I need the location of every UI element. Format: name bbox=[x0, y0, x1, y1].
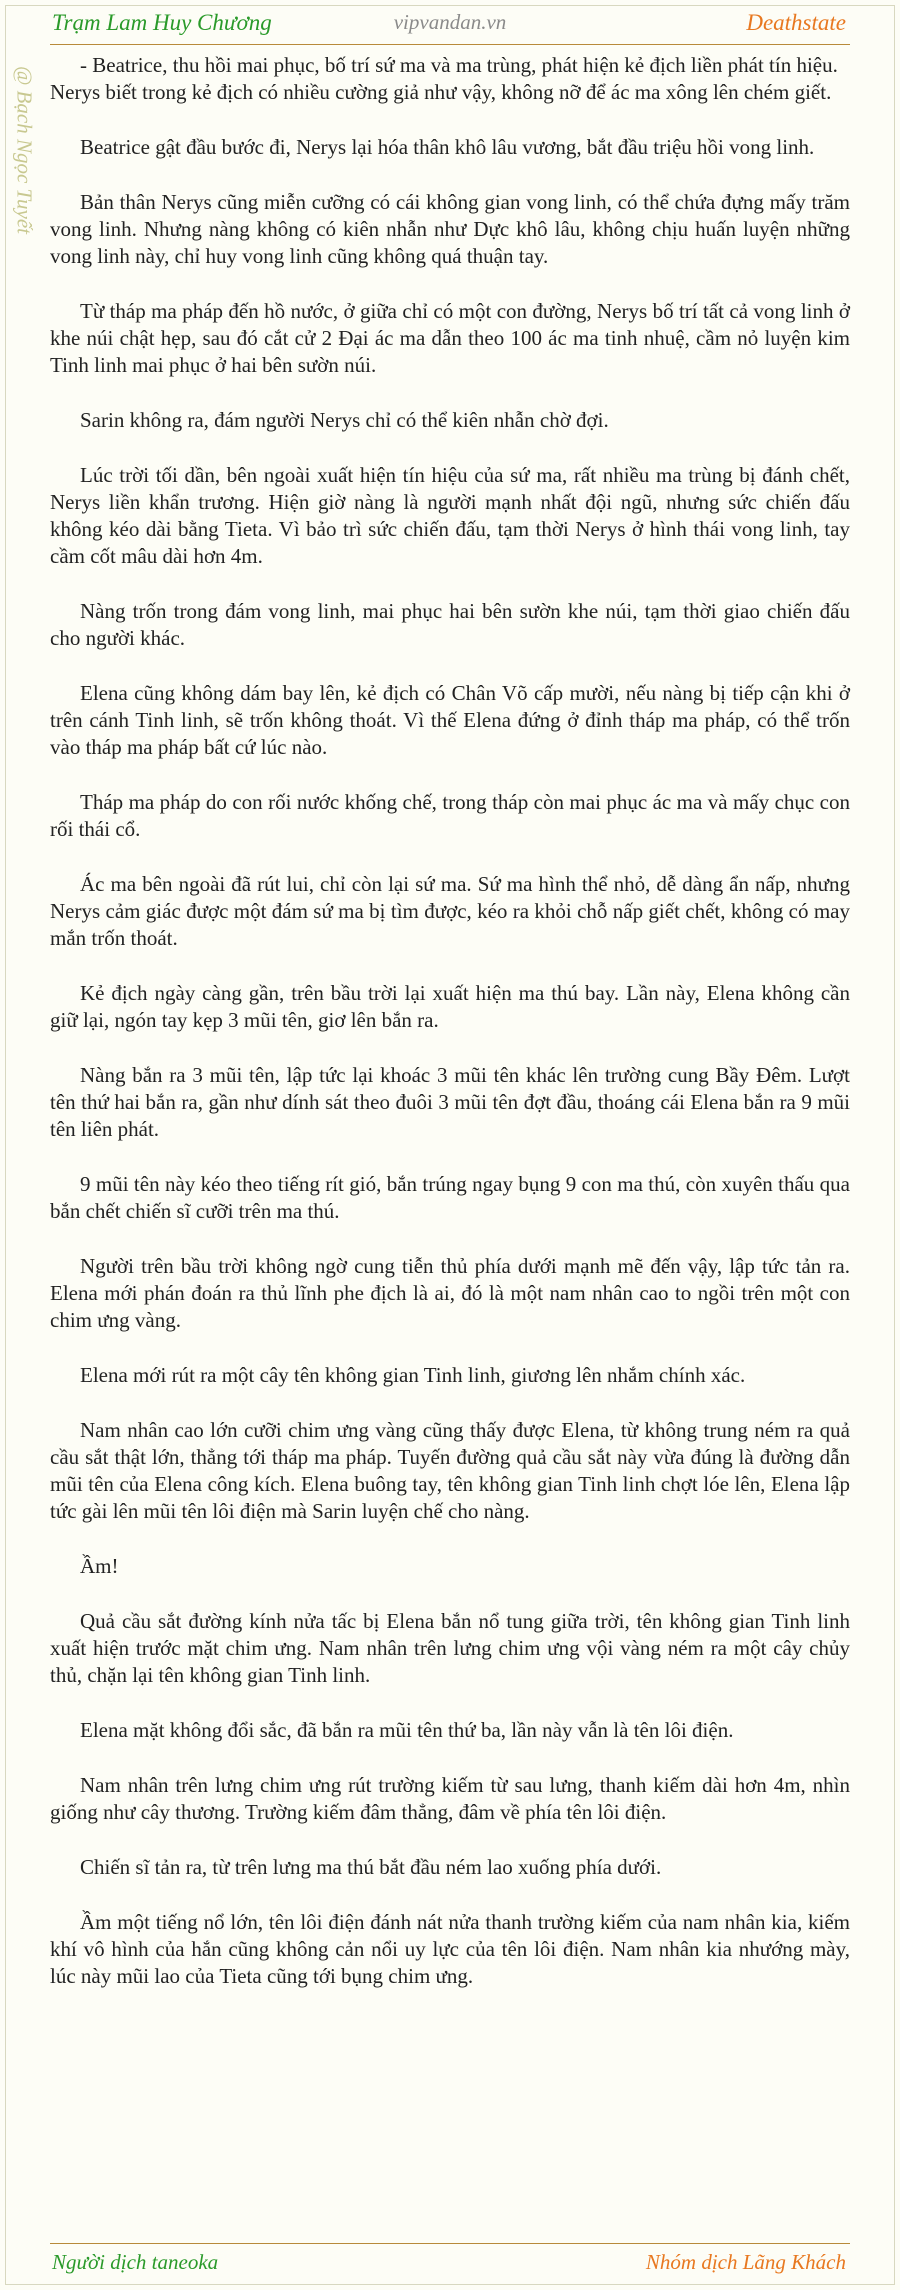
paragraph: Quả cầu sắt đường kính nửa tấc bị Elena bắn nổ tung giữa trời, tên không gian Tinh linh xuất hiện trước mặt chim ưng. Nam nhân trên lưng chim ưng vội vàng ném ra một cây chủy thủ, chặn lại tên không gian Tinh linh. bbox=[50, 1609, 850, 1687]
header-divider bbox=[50, 44, 850, 45]
header-website: vipvandan.vn bbox=[393, 10, 507, 34]
footer-divider bbox=[50, 2243, 850, 2244]
paragraph: Từ tháp ma pháp đến hồ nước, ở giữa chỉ có một con đường, Nerys bố trí tất cả vong linh ở khe núi chật hẹp, sau đó cắt cử 2 Đại ác ma dẫn theo 100 ác ma tinh nhuệ, cầm nỏ luyện kim Tinh linh mai phục ở hai bên sườn núi. bbox=[50, 299, 850, 377]
paragraph: Bản thân Nerys cũng miễn cưỡng có cái không gian vong linh, có thể chứa đựng mấy trăm vong linh. Nhưng nàng không có kiên nhẫn như Dực khô lâu, không chịu huấn luyện những vong linh này, chỉ huy vong linh cũng không quá thuận tay. bbox=[50, 190, 850, 268]
paragraph: Ầm! bbox=[80, 1554, 119, 1578]
paragraph: Người trên bầu trời không ngờ cung tiễn thủ phía dưới mạnh mẽ đến vậy, lập tức tản ra. Elena mới phán đoán ra thủ lĩnh phe địch là ai, đó là một nam nhân cao to ngồi trên một con chim ưng vàng. bbox=[50, 1254, 850, 1332]
header-book-title: Deathstate bbox=[746, 10, 846, 35]
paragraph: Lúc trời tối dần, bên ngoài xuất hiện tín hiệu của sứ ma, rất nhiều ma trùng bị đánh chết, Nerys liền khẩn trương. Hiện giờ nàng là người mạnh nhất đội ngũ, nhưng sức chiến đấu không kéo dài bằng Tieta. Vì bảo trì sức chiến đấu, tạm thời Nerys ở hình thái vong linh, tay cầm cốt mâu dài hơn 4m. bbox=[50, 463, 850, 568]
paragraph: 9 mũi tên này kéo theo tiếng rít gió, bắn trúng ngay bụng 9 con ma thú, còn xuyên thấu qua bắn chết chiến sĩ cưỡi trên ma thú. bbox=[50, 1172, 850, 1223]
paragraph: Sarin không ra, đám người Nerys chỉ có thể kiên nhẫn chờ đợi. bbox=[80, 408, 609, 432]
paragraph: Chiến sĩ tản ra, từ trên lưng ma thú bắt đầu ném lao xuống phía dưới. bbox=[80, 1855, 662, 1879]
chapter-text bbox=[50, 52, 850, 2018]
paragraph: Elena mới rút ra một cây tên không gian Tinh linh, giương lên nhắm chính xác. bbox=[80, 1363, 746, 1387]
footer-translator: Người dịch taneoka bbox=[52, 2250, 219, 2274]
side-credit: @ Bạch Ngọc Tuyết bbox=[12, 65, 37, 235]
paragraph: Nam nhân trên lưng chim ưng rút trường kiếm từ sau lưng, thanh kiếm dài hơn 4m, nhìn giống như cây thương. Trường kiếm đâm thẳng, đâm về phía tên lôi điện. bbox=[50, 1773, 850, 1824]
header-site-name: Trạm Lam Huy Chương bbox=[52, 10, 272, 35]
paragraph: Nàng trốn trong đám vong linh, mai phục hai bên sườn khe núi, tạm thời giao chiến đấu cho người khác. bbox=[50, 599, 850, 650]
paragraph: Ầm một tiếng nổ lớn, tên lôi điện đánh nát nửa thanh trường kiếm của nam nhân kia, kiếm khí vô hình của hắn cũng không cản nổi uy lực của tên lôi điện. Nam nhân kia nhướng mày, lúc này mũi lao của Tieta cũng tới bụng chim ưng. bbox=[50, 1910, 850, 1988]
paragraph: - Beatrice, thu hồi mai phục, bố trí sứ ma và ma trùng, phát hiện kẻ địch liền phát tín hiệu. Nerys biết trong kẻ địch có nhiều cường giả như vậy, không nỡ để ác ma xông lên chém giết. bbox=[50, 53, 838, 104]
paragraph: Beatrice gật đầu bước đi, Nerys lại hóa thân khô lâu vương, bắt đầu triệu hồi vong linh. bbox=[80, 135, 815, 159]
paragraph: Nam nhân cao lớn cưỡi chim ưng vàng cũng thấy được Elena, từ không trung ném ra quả cầu sắt thật lớn, thẳng tới tháp ma pháp. Tuyến đường quả cầu sắt này vừa đúng là đường dẫn mũi tên của Elena công kích. Elena buông tay, tên không gian Tinh linh chợt lóe lên, Elena lập tức gài lên mũi tên lôi điện mà Sarin luyện chế cho nàng. bbox=[50, 1418, 850, 1523]
paragraph: Ác ma bên ngoài đã rút lui, chỉ còn lại sứ ma. Sứ ma hình thể nhỏ, dễ dàng ẩn nấp, nhưng Nerys cảm giác được một đám sứ ma bị tìm được, kéo ra khỏi chỗ nấp giết chết, không có may mắn trốn thoát. bbox=[50, 872, 850, 950]
paragraph: Tháp ma pháp do con rối nước khống chế, trong tháp còn mai phục ác ma và mấy chục con rối thái cổ. bbox=[50, 790, 850, 841]
footer-group: Nhóm dịch Lãng Khách bbox=[645, 2250, 846, 2274]
paragraph: Elena mặt không đổi sắc, đã bắn ra mũi tên thứ ba, lần này vẫn là tên lôi điện. bbox=[80, 1718, 734, 1742]
paragraph: Kẻ địch ngày càng gần, trên bầu trời lại xuất hiện ma thú bay. Lần này, Elena không cần giữ lại, ngón tay kẹp 3 mũi tên, giơ lên bắn ra. bbox=[50, 981, 850, 1032]
paragraph: Elena cũng không dám bay lên, kẻ địch có Chân Võ cấp mười, nếu nàng bị tiếp cận khi ở trên cánh Tinh linh, sẽ trốn không thoát. Vì thế Elena đứng ở đỉnh tháp ma pháp, có thể trốn vào tháp ma pháp bất cứ lúc nào. bbox=[50, 681, 850, 759]
paragraph: Nàng bắn ra 3 mũi tên, lập tức lại khoác 3 mũi tên khác lên trường cung Bầy Đêm. Lượt tên thứ hai bắn ra, gần như dính sát theo đuôi 3 mũi tên đợt đầu, thoáng cái Elena bắn ra 9 mũi tên liên phát. bbox=[50, 1063, 850, 1141]
page-header bbox=[0, 0, 900, 46]
